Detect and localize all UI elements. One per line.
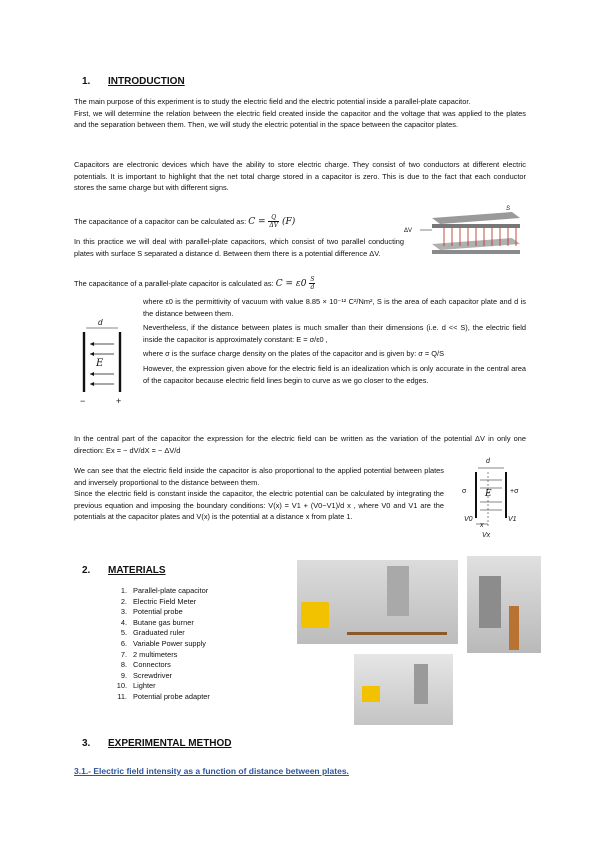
s-label: S [506, 206, 511, 212]
list-item-label: Graduated ruler [133, 628, 185, 638]
eq-lhs: C = [248, 217, 266, 227]
list-item-number: 9. [120, 670, 127, 680]
sigma-right: +σ [510, 488, 519, 495]
intro-p2: First, we will determine the relation between the electric field created inside the capacitor and the voltage that was applied to the plates and the separation between them. Then, we will study the electric potential in the space between the capacitor plates. [74, 108, 526, 130]
section-title: INTRODUCTION [108, 76, 185, 87]
list-item [110, 681, 290, 692]
intro-block-6 [74, 465, 444, 523]
pp-den: d [310, 284, 315, 291]
capacitance-equation [248, 214, 296, 229]
list-item-label: Connectors [133, 660, 171, 670]
list-item-label: Screwdriver [133, 670, 173, 680]
list-item-number: 3. [120, 607, 127, 617]
proportional: We can see that the electric field inside the capacitor is also proportional to the applied potential between plates and inversely proportional to the distance between them. [74, 466, 444, 487]
capacitance-lead: The capacitance of a capacitor can be calculated as: [74, 217, 247, 226]
materials-photo-2 [467, 556, 541, 653]
list-item-number: 8. [120, 660, 127, 670]
section-number: 3. [82, 738, 91, 749]
capacitor-field-figure [402, 208, 526, 260]
list-item [110, 618, 290, 629]
d-label: d [98, 318, 103, 327]
list-item-number: 2. [120, 596, 127, 606]
probe-rod [509, 606, 519, 650]
eq-fraction [268, 214, 279, 229]
potential-svg [458, 458, 526, 544]
x-label: x [480, 522, 484, 529]
section-3-heading [82, 738, 232, 749]
list-item-number: 7. [120, 649, 127, 659]
sigma-line: where σ is the surface charge density on the plates of the capacitor and is given by: σ = Q/S [143, 349, 445, 359]
potential-figure [458, 458, 526, 544]
eq-num: Q [268, 214, 279, 222]
list-item [110, 660, 290, 671]
where1: where ε0 is the permittivity of vacuum with value 8.85 × 10⁻¹² C²/Nm², S is the area of each capacitor plate and d is the distance between them. [143, 297, 526, 318]
v0-label: V0 [464, 516, 473, 523]
field-lines-svg [402, 208, 526, 260]
section-title: MATERIALS [108, 565, 166, 576]
list-item [110, 650, 290, 661]
intro-p1: The main purpose of this experiment is to study the electric field and the electric potential inside a parallel-plate capacitor. [74, 97, 471, 106]
list-item-number: 4. [120, 617, 127, 627]
list-item [110, 692, 290, 703]
stand-shape [414, 664, 428, 704]
list-item-label: Parallel-plate capacitor [133, 586, 209, 595]
plus-label: + [116, 396, 122, 406]
capacitance-line [74, 214, 404, 229]
plate-capacitor-figure [76, 316, 128, 408]
pp-capacitance-line [74, 276, 524, 291]
intro-block-4 [143, 296, 526, 386]
subsection-3-1[interactable]: 3.1.- Electric field intensity as a function of distance between plates. [74, 766, 349, 776]
plate-shape [387, 566, 409, 616]
list-item-label: Butane gas burner [133, 617, 194, 627]
materials-photo-3 [354, 654, 453, 725]
minus-label: − [80, 396, 86, 406]
list-item-label: Variable Power supply [133, 638, 206, 648]
eq-unit: (F) [281, 217, 296, 227]
ruler-shape [347, 632, 447, 635]
list-item-number: 10. [116, 681, 127, 691]
list-item-number: 6. [120, 638, 127, 648]
list-item [110, 586, 290, 597]
central: In the central part of the capacitor the expression for the electric field can be written as the variation of the potential ΔV in only one direction: Ex = − dV/dX = − ΔV/d [74, 434, 526, 455]
intro-block-1 [74, 96, 526, 131]
section-1-heading [82, 76, 185, 87]
list-item [110, 597, 290, 608]
materials-list [110, 586, 290, 703]
list-item-label: 2 multimeters [133, 649, 178, 659]
intro-p4: In this practice we will deal with parallel-plate capacitors, which consist of two parallel conducting plates with surface S separated a distance d. Between them there is a potential difference ΔV. [74, 237, 404, 258]
since: Since the electric field is constant inside the capacitor, the electric potential can be calculated by integrating the previous equation and imposing the boundary conditions: V(x) = V1 + (V0−V1)/d x , where V0 and V1 are the potentials at the capacitor plates and V(x) is the potential at a distance x from plate 1. [74, 489, 444, 522]
pot-d-label: d [486, 458, 490, 465]
intro-block-3 [74, 236, 404, 259]
pp-equation [275, 276, 316, 291]
section-number: 2. [82, 565, 91, 576]
list-item-number: 11. [117, 691, 127, 701]
list-item-label: Electric Field Meter [133, 596, 197, 606]
pp-num: S [310, 276, 315, 283]
dv-label: ΔV [404, 228, 413, 234]
v1-label: V1 [508, 516, 517, 523]
section-number: 1. [82, 76, 91, 87]
vx-label: Vx [482, 532, 491, 539]
list-item-label: Potential probe adapter [133, 691, 210, 701]
intro-block-5 [74, 433, 526, 456]
e-label: E [96, 358, 104, 369]
intro-p3: Capacitors are electronic devices which have the ability to store electric charge. They consist of two conductors at different electric potentials. It is important to highlight that the net total charge stored in a capacitor is zero. This is due to the fact that each conductor stores the same charge but with different signs. [74, 160, 526, 193]
pp-lhs: C = ε0 [275, 279, 307, 289]
intro-block-2 [74, 159, 526, 194]
pp-fraction [309, 276, 315, 291]
section-2-heading [82, 565, 166, 576]
pp-lead: The capacitance of a parallel-plate capacitor is calculated as: [74, 279, 274, 288]
meter-shape [301, 602, 329, 628]
eq-den: ΔV [269, 222, 279, 229]
nevertheless: Nevertheless, if the distance between plates is much smaller than their dimensions (i.e. d << S), the electric field inside the capacitor is approximately constant: E = σ/ε0 , [143, 323, 526, 344]
section-title: EXPERIMENTAL METHOD [108, 738, 232, 749]
list-item-number: 5. [120, 628, 127, 638]
sigma-left: σ [462, 488, 467, 495]
however: However, the expression given above for the electric field is an idealization which is only accurate in the central area of the capacitor because electric field lines begin to curve as we go closer to the edges. [143, 363, 526, 385]
probe-plate [479, 576, 501, 628]
list-item [110, 607, 290, 618]
materials-photo-1 [297, 560, 458, 644]
list-item [110, 671, 290, 682]
list-item-number: 1. [120, 586, 127, 595]
list-item-label: Potential probe [133, 607, 183, 617]
list-item [110, 639, 290, 650]
multimeter-shape [362, 686, 380, 702]
list-item-label: Lighter [133, 681, 156, 691]
pot-e-label: E [485, 489, 492, 499]
list-item [110, 628, 290, 639]
